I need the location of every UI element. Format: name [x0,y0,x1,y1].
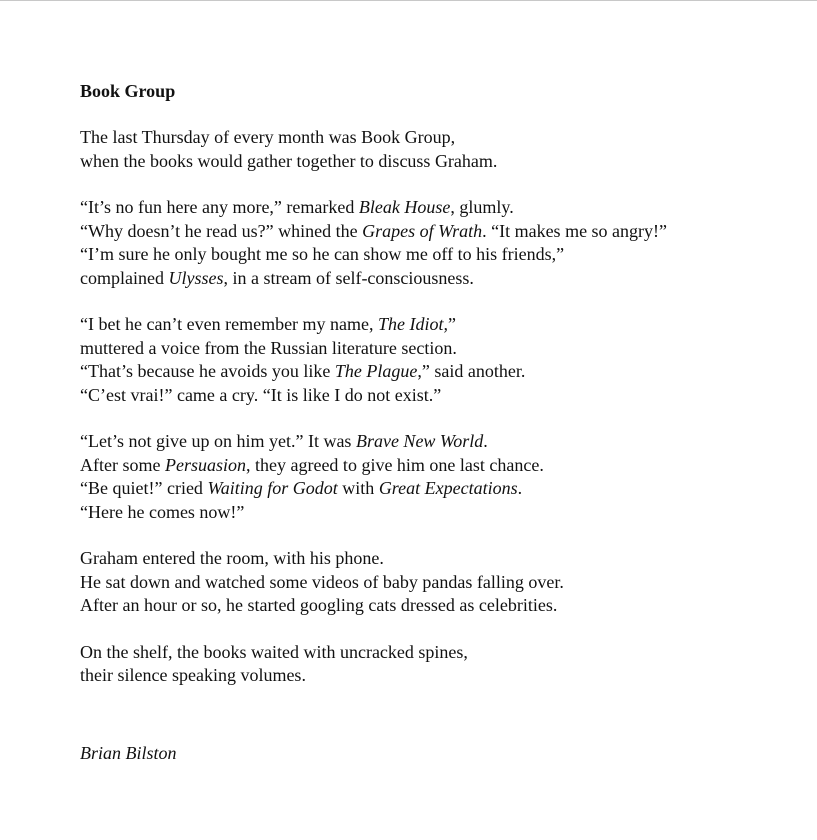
book-title-text: The Idiot, [378,314,449,334]
line-text: their silence speaking volumes. [80,665,306,685]
poem-line [80,547,800,571]
book-title-text: Bleak House [358,197,451,217]
poem-line [80,150,800,174]
line-text: complained [80,267,169,288]
poem-line [80,571,800,595]
poem-line [80,313,800,337]
poem-stanza [80,641,800,688]
line-text: “Here he comes now!” [80,501,245,522]
line-text: muttered a voice from the Russian literature section. [80,337,457,358]
book-title-text: Grapes of Wrath [362,220,483,241]
book-title-text: Waiting for Godot [207,478,338,498]
line-text: “Be quiet!” cried [80,478,208,498]
book-title-text: The Plague [334,361,418,381]
poem-line [80,243,800,267]
poem-line [80,220,800,244]
poem-line [80,430,800,454]
line-text: He sat down and watched some videos of baby pandas falling over. [80,571,564,592]
line-text: ,” said another. [417,361,526,381]
poem-line [80,664,800,688]
book-title-text: Ulysses [168,267,224,288]
line-text: , they agreed to give him one last chance. [245,454,544,475]
poem-line [80,594,800,618]
line-text: “Why doesn’t he read us?” whined the [80,220,363,241]
poem-author: Brian Bilston [80,743,177,763]
poem-line [80,126,800,150]
book-title-text: Great Expectations [378,478,518,498]
poem-stanza [80,313,800,407]
line-text: with [337,478,379,498]
line-text: Graham entered the room, with his phone. [80,548,384,568]
line-text: , in a stream of self-consciousness. [223,267,474,288]
poem-line [80,454,800,478]
line-text: “C’est vrai!” came a cry. “It is like I do not exist.” [80,384,442,405]
line-text: ” [448,314,457,334]
line-text: “It’s no fun here any more,” remarked [80,197,359,217]
poem-stanza [80,196,800,290]
line-text: After some [80,454,165,475]
line-text: . [517,478,523,498]
poem-line [80,337,800,361]
poem-stanza [80,430,800,524]
poem-line [80,196,800,220]
line-text: The last Thursday of every month was Book Group, [80,127,456,147]
book-title-text: Brave New World [355,431,484,451]
book-title-text: Persuasion [164,454,246,475]
line-text: “I’m sure he only bought me so he can show me off to his friends,” [80,244,565,264]
line-text: , glumly. [450,197,514,217]
line-text: . [483,431,488,451]
line-text: On the shelf, the books waited with uncracked spines, [80,641,468,662]
line-text: “I bet he can’t even remember my name, [80,314,379,334]
poem [80,79,800,711]
line-text: when the books would gather together to discuss Graham. [80,150,498,171]
line-text: . “It makes me so angry!” [482,220,668,241]
poem-title: Book Group [80,81,176,101]
poem-line [80,477,800,501]
line-text: After an hour or so, he started googling cats dressed as celebrities. [80,595,558,615]
poem-line [80,267,800,291]
poem-stanza [80,547,800,618]
poem-line [80,501,800,525]
poem-line [80,641,800,665]
poem-body [80,126,800,688]
line-text: “That’s because he avoids you like [80,361,335,381]
poem-line [80,384,800,408]
line-text: “Let’s not give up on him yet.” It was [80,431,356,451]
top-divider [0,0,817,1]
poem-stanza [80,126,800,173]
poem-line [80,360,800,384]
